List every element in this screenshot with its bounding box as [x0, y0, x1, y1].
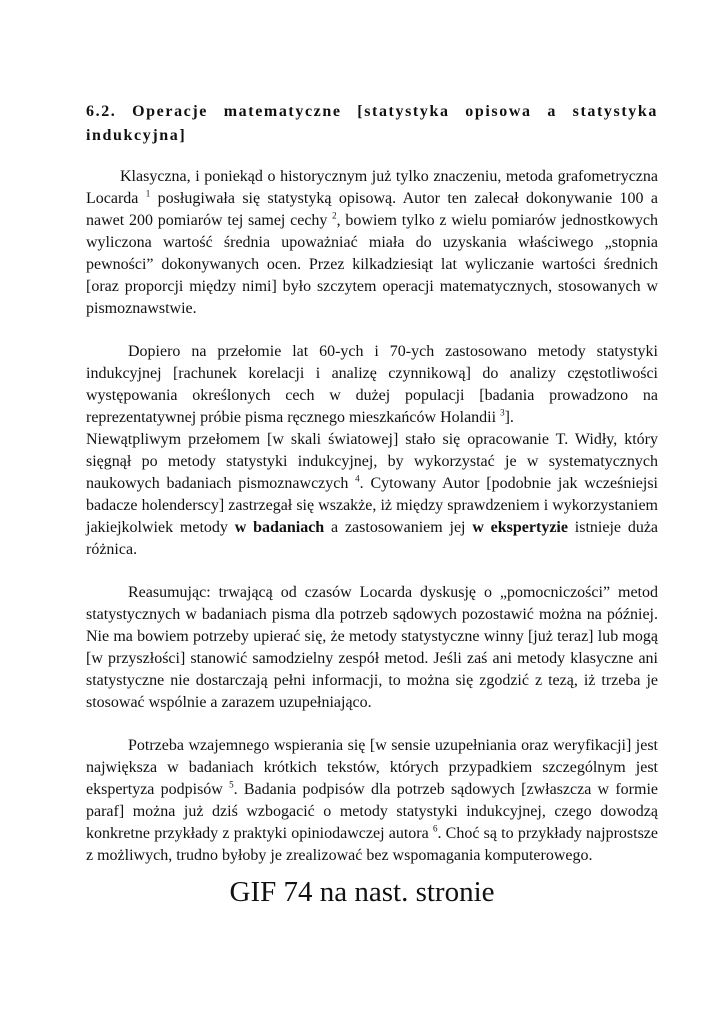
bold-phrase-research: w badaniach [234, 519, 325, 536]
paragraph-summary: Reasumując: trwającą od czasów Locarda dyskusję o „pomocniczości” metod statystycznych w badaniach pisma dla potrzeb sądowych pozostawić można na później. Nie ma bowiem potrzeby upierać się, że metody statystyczne winny [już teraz] lub mogą [w przyszłości] stanowić samodzielny zespół metod. Jeśli zaś ani metody klasyczne ani statystyczne nie dostarczają pełni informacji, to można się zgodzić z tezą, iż trzeba je stosować wspólnie a zarazem uzupełniająco. [86, 584, 658, 711]
footnote-ref-4: 4 [355, 473, 360, 484]
text-run: Klasyczna, i poniekąd o historycznym już tylko znaczeniu, metoda grafometryczna Locarda [86, 168, 658, 207]
footnote-ref-2: 2 [332, 210, 337, 221]
footnote-ref-5: 5 [229, 779, 234, 790]
text-run: . Cytowany Autor [podobnie jak wcześniejsi badacze holenderscy] zastrzegał się wszakże, iż między sprawdzeniem i wykorzystaniem jakiejkolwiek metody [86, 475, 658, 536]
paragraph-signature-analysis [86, 735, 658, 867]
document-page [86, 100, 658, 867]
footnote-ref-6: 6 [432, 823, 438, 834]
footnote-ref-1: 1 [145, 188, 151, 199]
text-run: ]. [504, 409, 514, 426]
text-run: posługiwała się statystyką opisową. Autor ten zalecał dokonywanie 100 a nawet 200 pomiarów tej samej cechy [86, 190, 659, 229]
text-run: Niewątpliwym przełomem [w skali światowej] stało się opracowanie T. Widły, który sięgnął po metody statystyki indukcyjnej, by wykorzystać je w systematycznych naukowych badaniach pismoznawczych [86, 431, 658, 492]
text-run: , bowiem tylko z wielu pomiarów jednostkowych wyliczona wartość średnia upoważniać miała do uzyskania właściwego „stopnia pewności” dokonywanych ocen. Przez kilkadziesiąt lat wyliczanie wartości średnich [oraz proporcji między nimi] było szczytem operacji matematycznych, stosowanych w pismoznawstwie. [86, 212, 658, 317]
text-run: . Badania podpisów dla potrzeb sądowych [zwłaszcza w formie paraf] można już dziś wzbogacić o metody statystyki indukcyjnej, czego dowodzą konkretne przykłady z praktyki opiniodawczej autora [86, 781, 658, 842]
footnote-ref-3: 3 [500, 407, 505, 418]
paragraph-locard-method [86, 166, 658, 320]
text-run: a zastosowaniem jej [324, 519, 473, 536]
text-run: Potrzeba wzajemnego wspierania się [w sensie uzupełniania oraz weryfikacji] jest największa w badaniach krótkich tekstów, których przypadkiem szczególnym jest ekspertyza podpisów [86, 737, 658, 798]
text-run: Dopiero na przełomie lat 60-ych i 70-ych zastosowano metody statystyki indukcyjnej [rachunek korelacji i analizę czynnikową] do analizy częstotliwości występowania określonych cech w dużej populacji [badania prowadzono na reprezentatywnej próbie pisma ręcznego mieszkańców Holandii [86, 343, 658, 426]
text-run: . Choć są to przykłady najprostsze z możliwych, trudno byłoby je zrealizować bez wspomagania komputerowego. [86, 825, 659, 864]
next-page-note: GIF 74 na nast. stronie [229, 876, 495, 908]
paragraph-inductive-statistics [86, 341, 658, 429]
text-run: istnieje duża różnica. [86, 519, 659, 558]
paragraph-widla-breakthrough [86, 429, 658, 561]
bold-phrase-expertise: w ekspertyzie [472, 519, 568, 536]
section-heading: 6.2. Operacje matematyczne [statystyka opisowa a statystyka indukcyjna] [86, 103, 658, 144]
